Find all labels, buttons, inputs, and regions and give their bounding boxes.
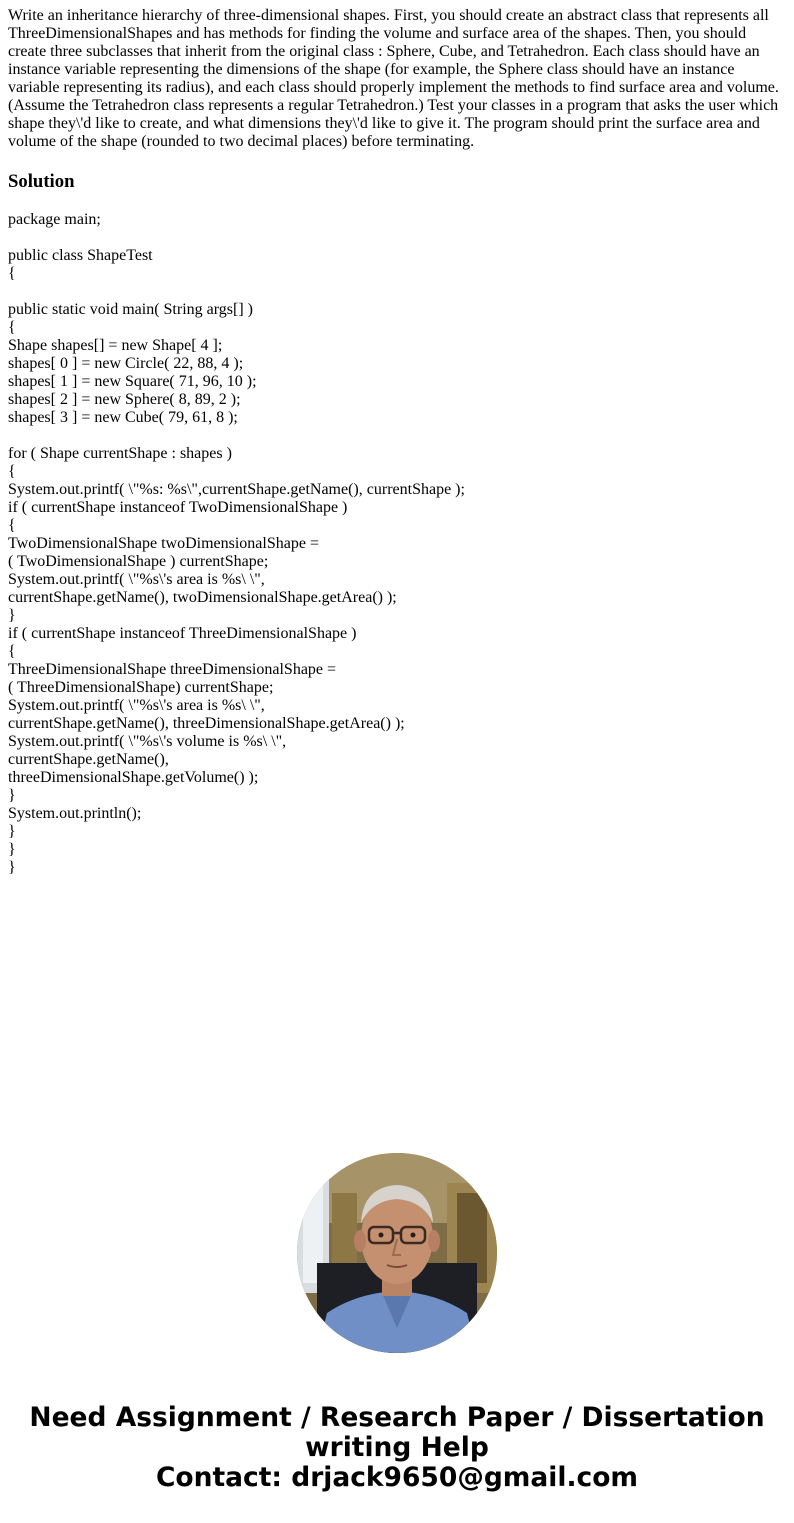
- portrait-icon: [297, 1153, 497, 1353]
- code-line: System.out.printf( \"%s\'s volume is %s\ \",: [8, 733, 287, 750]
- code-line: {: [8, 517, 16, 534]
- code-line: if ( currentShape instanceof ThreeDimensionalShape ): [8, 625, 357, 642]
- code-line: currentShape.getName(), twoDimensionalShape.getArea() );: [8, 589, 397, 606]
- code-line: {: [8, 265, 16, 282]
- code-line: threeDimensionalShape.getVolume() );: [8, 769, 259, 786]
- code-line: System.out.printf( \"%s\'s area is %s\ \",: [8, 697, 265, 714]
- code-line: System.out.println();: [8, 805, 142, 822]
- code-line: {: [8, 463, 16, 480]
- code-line: ( ThreeDimensionalShape) currentShape;: [8, 679, 274, 696]
- code-line: ( TwoDimensionalShape ) currentShape;: [8, 553, 269, 570]
- question-text: Write an inheritance hierarchy of three-dimensional shapes. First, you should create an abstract class that represents all ThreeDimensionalShapes and has methods for finding the volume and surface area of the shapes. Then, you should create three subclasses that inherit from the original class : Sphere, Cube, and Tetrahedron. Each class should have an instance variable representing the dimensions of the shape (for example, the Sphere class should have an instance variable representing its radius), and each class should properly implement the methods to find surface area and volume. (Assume the Tetrahedron class represents a regular Tetrahedron.) Test your classes in a program that asks the user which shape they\'d like to create, and what dimensions they\'d like to give it. The program should print the surface area and volume of the shape (rounded to two decimal places) before terminating.: [8, 7, 779, 150]
- author-avatar: [297, 1153, 497, 1353]
- promo-banner: [0, 1403, 794, 1493]
- code-line: [8, 427, 786, 445]
- code-line: {: [8, 643, 16, 660]
- code-line: System.out.printf( \"%s: %s\",currentShape.getName(), currentShape );: [8, 481, 465, 498]
- code-line: public static void main( String args[] ): [8, 301, 253, 318]
- code-line: public class ShapeTest: [8, 247, 153, 264]
- code-line: currentShape.getName(),: [8, 751, 169, 768]
- code-line: }: [8, 607, 16, 624]
- code-line: shapes[ 3 ] = new Cube( 79, 61, 8 );: [8, 409, 238, 426]
- solution-code: [8, 211, 786, 877]
- code-line: TwoDimensionalShape twoDimensionalShape =: [8, 535, 319, 552]
- code-line: System.out.printf( \"%s\'s area is %s\ \",: [8, 571, 265, 588]
- code-line: {: [8, 319, 16, 336]
- code-line: shapes[ 2 ] = new Sphere( 8, 89, 2 );: [8, 391, 241, 408]
- promo-line-2: writing Help: [305, 1432, 489, 1463]
- code-line: if ( currentShape instanceof TwoDimensionalShape ): [8, 499, 348, 516]
- code-line: currentShape.getName(), threeDimensionalShape.getArea() );: [8, 715, 405, 732]
- code-line: }: [8, 823, 16, 840]
- code-line: ThreeDimensionalShape threeDimensionalShape =: [8, 661, 337, 678]
- solution-heading: Solution: [8, 171, 75, 192]
- promo-line-1: Need Assignment / Research Paper / Dissertation: [29, 1402, 765, 1433]
- code-line: shapes[ 1 ] = new Square( 71, 96, 10 );: [8, 373, 257, 390]
- code-line: package main;: [8, 211, 101, 228]
- code-line: [8, 229, 786, 247]
- code-line: shapes[ 0 ] = new Circle( 22, 88, 4 );: [8, 355, 244, 372]
- code-line: }: [8, 859, 16, 876]
- promo-contact: Contact: drjack9650@gmail.com: [155, 1462, 639, 1493]
- code-line: }: [8, 841, 16, 858]
- code-line: for ( Shape currentShape : shapes ): [8, 445, 232, 462]
- code-line: [8, 283, 786, 301]
- code-line: Shape shapes[] = new Shape[ 4 ];: [8, 337, 223, 354]
- code-line: }: [8, 787, 16, 804]
